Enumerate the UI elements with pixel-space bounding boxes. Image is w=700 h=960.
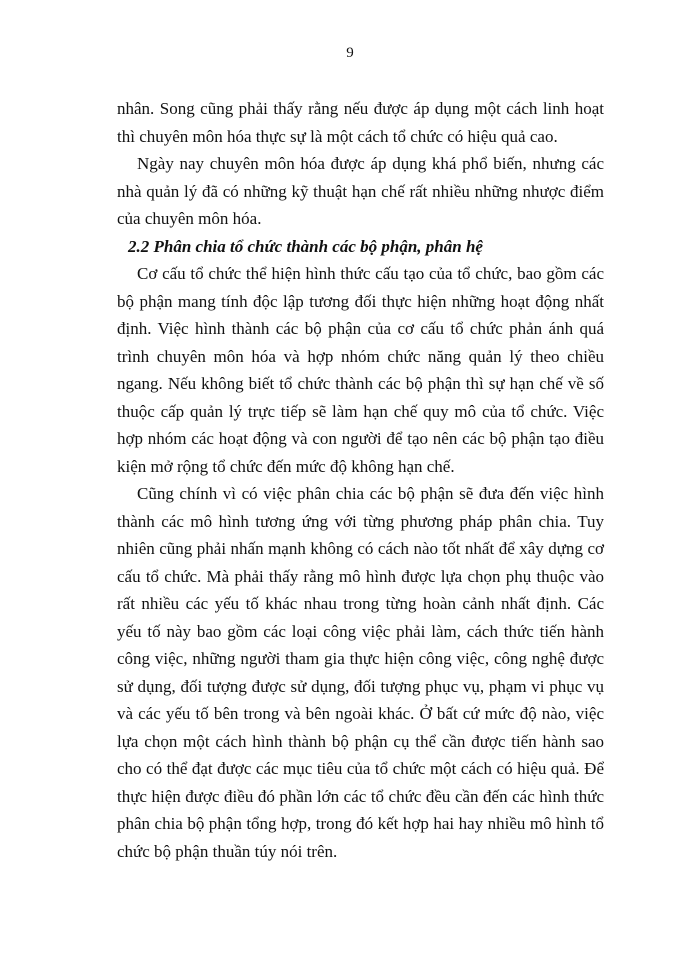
paragraph-continuation: nhân. Song cũng phải thấy rằng nếu được áp dụng một cách linh hoạt thì chuyên môn hóa thực sự là một cách tổ chức có hiệu quả cao.: [117, 99, 604, 146]
section-heading: 2.2 Phân chia tổ chức thành các bộ phận, phân hệ: [128, 236, 483, 256]
page-body: [117, 95, 604, 865]
paragraph-specialization-today: Ngày nay chuyên môn hóa được áp dụng khá phổ biến, nhưng các nhà quản lý đã có những kỹ thuật hạn chế rất nhiều những nhược điểm của chuyên môn hóa.: [117, 154, 604, 228]
paragraph-organization-structure: Cơ cấu tổ chức thể hiện hình thức cấu tạo của tổ chức, bao gồm các bộ phận mang tính độc lập tương đối thực hiện những hoạt động nhất định. Việc hình thành các bộ phận của cơ cấu tổ chức phản ánh quá trình chuyên môn hóa và hợp nhóm chức năng quản lý theo chiều ngang. Nếu không biết tổ chức thành các bộ phận thì sự hạn chế về số thuộc cấp quản lý trực tiếp sẽ làm hạn chế quy mô của tổ chức. Việc hợp nhóm các hoạt động và con người để tạo nên các bộ phận tạo điều kiện mở rộng tổ chức đến mức độ không hạn chế.: [117, 264, 604, 476]
paragraph-division-models: Cũng chính vì có việc phân chia các bộ phận sẽ đưa đến việc hình thành các mô hình tương ứng với từng phương pháp phân chia. Tuy nhiên cũng phải nhấn mạnh không có cách nào tốt nhất để xây dựng cơ cấu tổ chức. Mà phải thấy rằng mô hình được lựa chọn phụ thuộc vào rất nhiều các yếu tố khác nhau trong từng hoàn cảnh nhất định. Các yếu tố này bao gồm các loại công việc phải làm, cách thức tiến hành công việc, những người tham gia thực hiện công việc, công nghệ được sử dụng, đối tượng được sử dụng, đối tượng phục vụ, phạm vi phục vụ và các yếu tố bên trong và bên ngoài khác. Ở bất cứ mức độ nào, việc lựa chọn một cách hình thành bộ phận cụ thể cần được tiến hành sao cho có thể đạt được các mục tiêu của tổ chức một cách có hiệu quả. Để thực hiện được điều đó phần lớn các tổ chức đều cần đến các hình thức phân chia bộ phận tổng hợp, trong đó kết hợp hai hay nhiều mô hình tổ chức bộ phận thuần túy nói trên.: [117, 484, 604, 861]
page-number: 9: [346, 45, 354, 61]
